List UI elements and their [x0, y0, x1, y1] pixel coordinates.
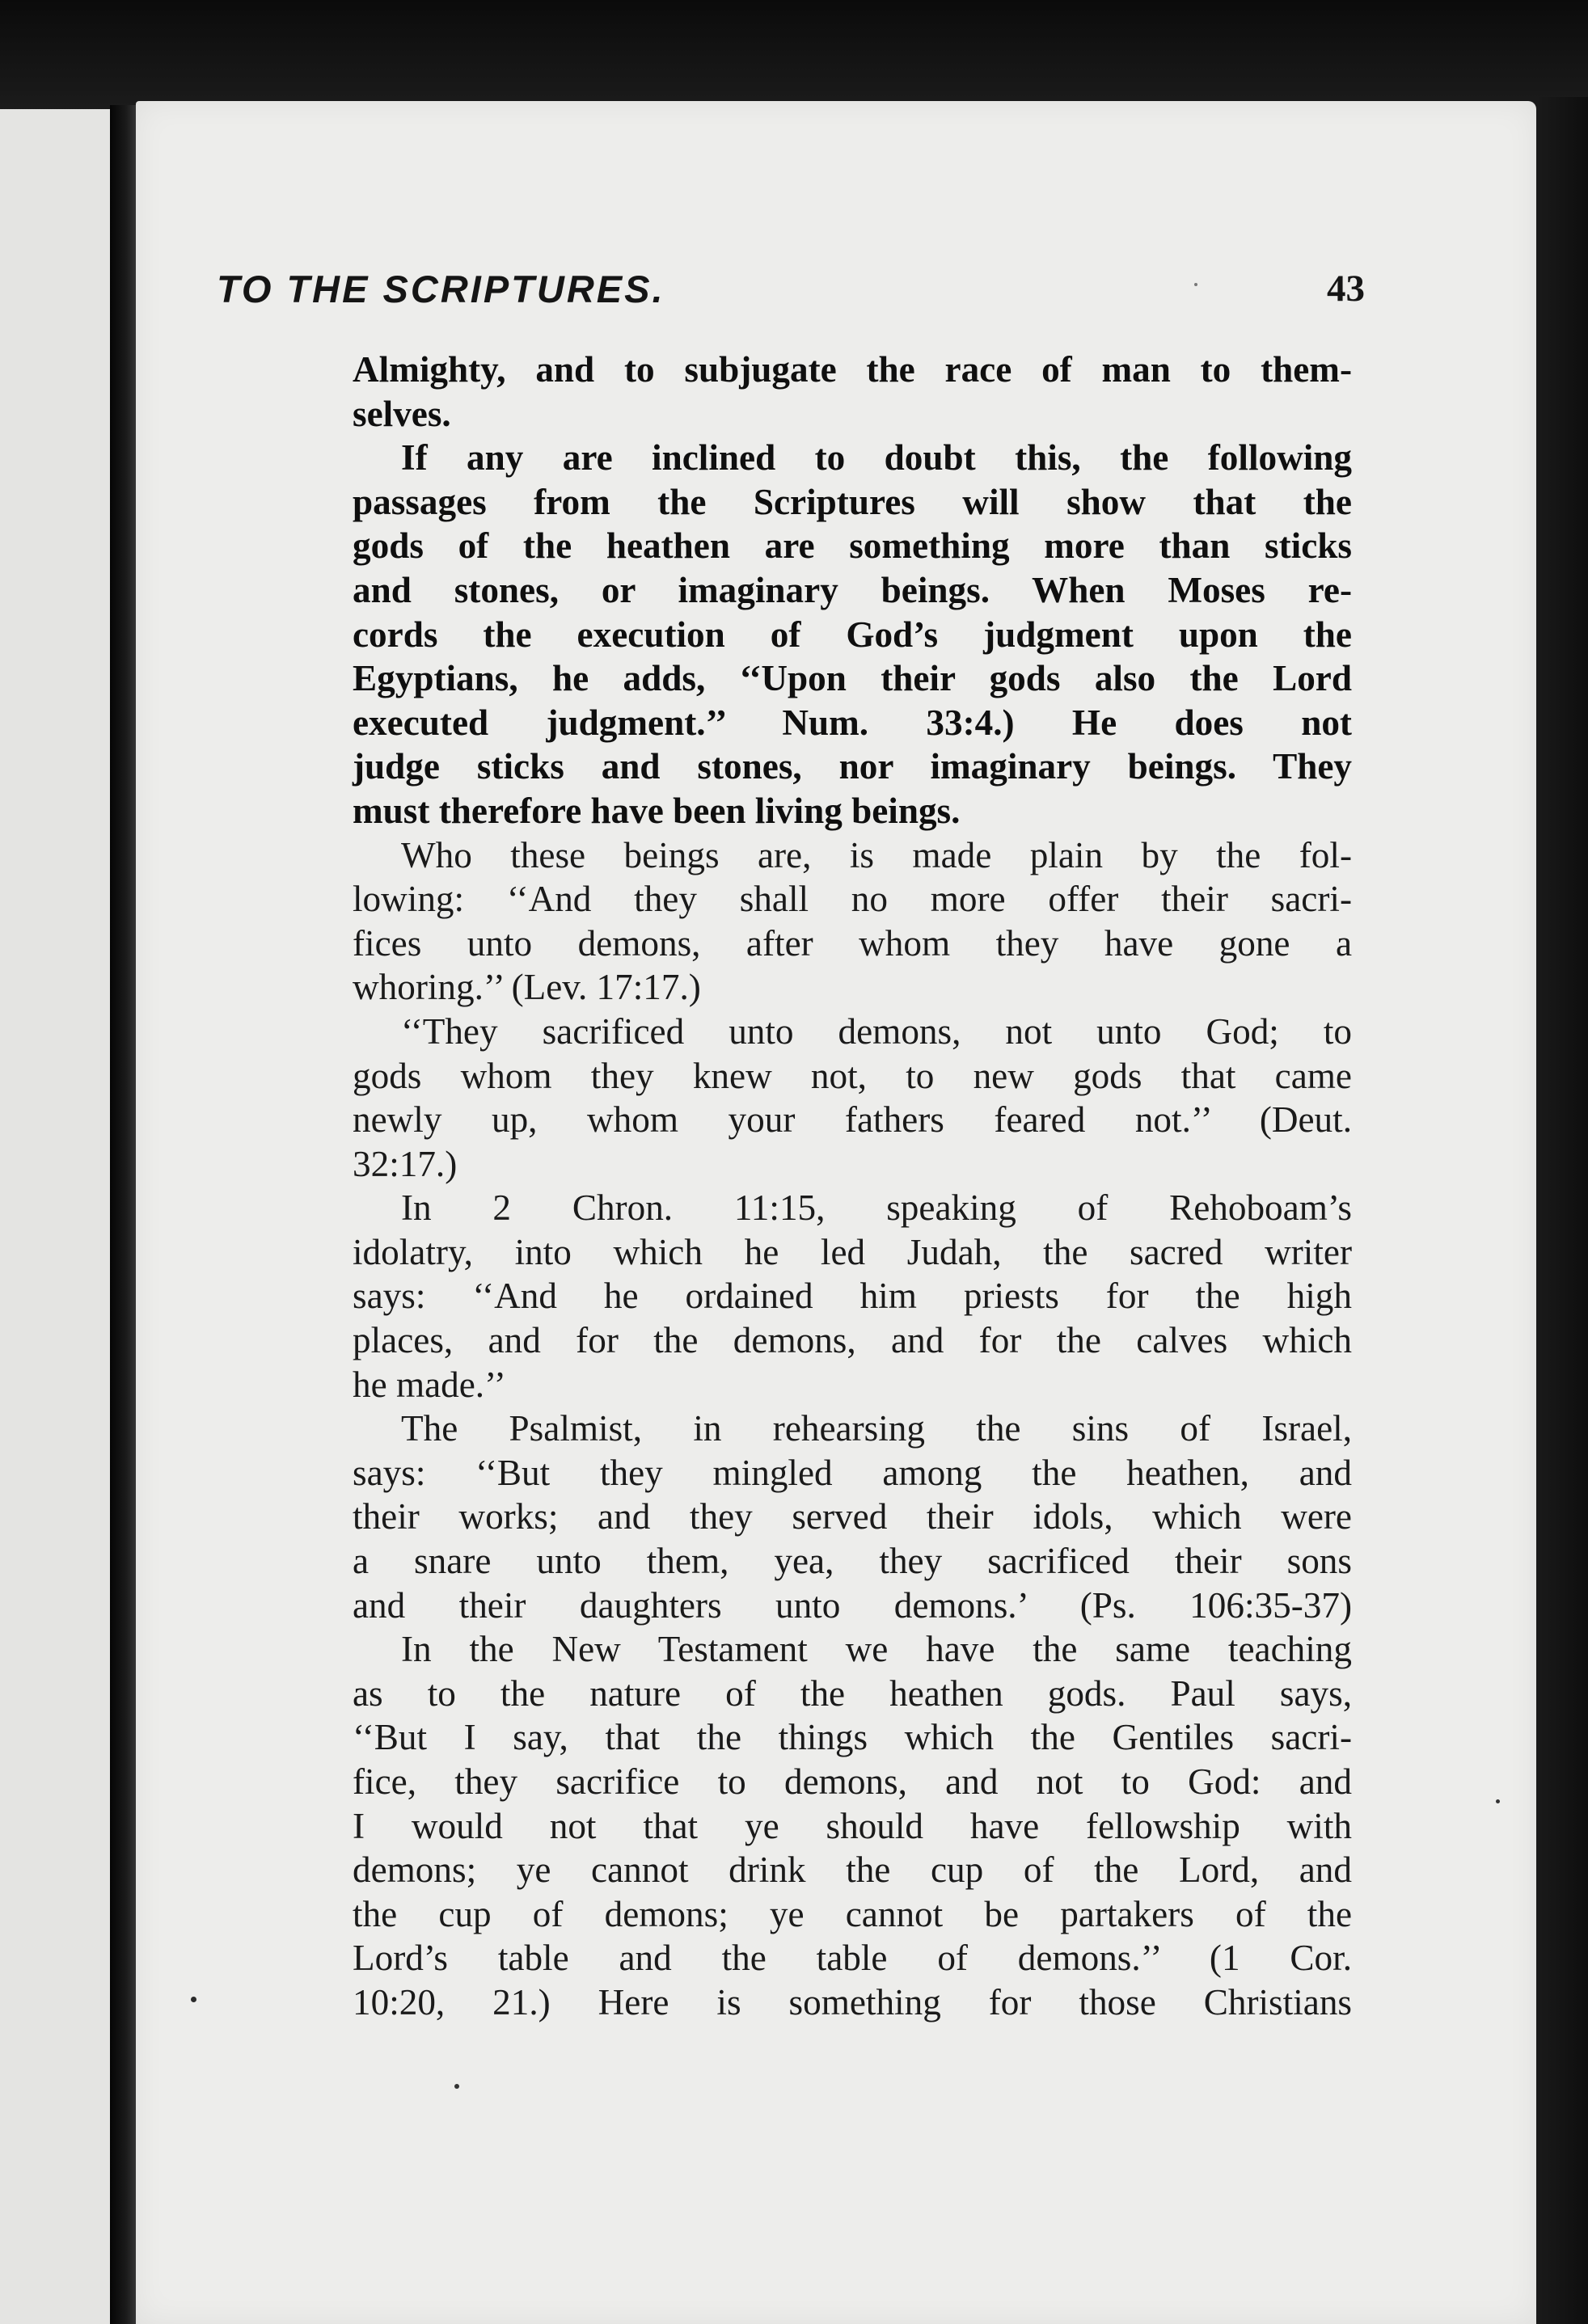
text-line: gods of the heathen are something more than sticks: [353, 525, 1352, 567]
text-line: and their daughters unto demons.’ (Ps. 106:35-37): [353, 1584, 1352, 1626]
text-line: places, and for the demons, and for the calves which: [353, 1320, 1352, 1361]
scan-speck: [454, 2084, 459, 2089]
text-line: fices unto demons, after whom they have gone a: [353, 922, 1352, 964]
scan-speck: [1194, 283, 1197, 286]
page-number: 43: [1327, 268, 1365, 310]
text-line: says: ‘‘And he ordained him priests for the high: [353, 1276, 1352, 1317]
text-line: he made.’’: [353, 1364, 506, 1405]
scan-border-top: [0, 0, 1588, 113]
text-line: 32:17.): [353, 1143, 458, 1184]
text-line: idolatry, into which he led Judah, the sacred writer: [353, 1231, 1352, 1272]
text-line: lowing: ‘‘And they shall no more offer their sacri-: [353, 879, 1352, 920]
text-line: a snare unto them, yea, they sacrificed their sons: [353, 1541, 1352, 1582]
text-line: fice, they sacrifice to demons, and not to God: and: [353, 1761, 1352, 1802]
text-line: cords the execution of God’s judgment upon the: [353, 614, 1352, 655]
body-text: [353, 348, 1352, 2025]
text-line: says: ‘‘But they mingled among the heathen, and: [353, 1452, 1352, 1493]
running-title: TO THE SCRIPTURES.: [217, 268, 665, 310]
text-line: judge sticks and stones, nor imaginary beings. They: [353, 746, 1352, 787]
text-line: In the New Testament we have the same teaching: [401, 1629, 1352, 1670]
text-line: The Psalmist, in rehearsing the sins of Israel,: [401, 1408, 1352, 1449]
text-line: ‘‘But I say, that the things which the Gentiles sacri-: [353, 1717, 1352, 1758]
text-line: their works; and they served their idols, which were: [353, 1496, 1352, 1537]
text-line: gods whom they knew not, to new gods that came: [353, 1055, 1352, 1096]
scan-border-right: [1536, 97, 1588, 2324]
text-line: Almighty, and to subjugate the race of man to them-: [353, 349, 1352, 390]
scan-speck: [191, 1997, 196, 2002]
text-line: as to the nature of the heathen gods. Paul says,: [353, 1672, 1352, 1714]
text-line: newly up, whom your fathers feared not.’’ (Deut.: [353, 1099, 1352, 1141]
text-line: Egyptians, he adds, ‘‘Upon their gods also the Lord: [353, 658, 1352, 699]
text-line: Who these beings are, is made plain by the fol-: [401, 834, 1352, 875]
text-line: and stones, or imaginary beings. When Moses re-: [353, 569, 1352, 610]
text-line: If any are inclined to doubt this, the following: [401, 437, 1352, 479]
text-line: 10:20, 21.) Here is something for those Christians: [353, 1981, 1352, 2022]
facing-page-edge: [0, 109, 112, 2324]
text-line: ‘‘They sacrificed unto demons, not unto God; to: [401, 1010, 1352, 1052]
text-line: selves.: [353, 393, 451, 434]
text-line: Lord’s table and the table of demons.’’ (1 Cor.: [353, 1938, 1352, 1979]
text-line: must therefore have been living beings.: [353, 790, 961, 831]
text-line: In 2 Chron. 11:15, speaking of Rehoboam’s: [401, 1187, 1352, 1229]
text-line: demons; ye cannot drink the cup of the Lord, and: [353, 1849, 1352, 1891]
text-line: executed judgment.’’ Num. 33:4.) He does not: [353, 702, 1352, 743]
text-line: passages from the Scriptures will show that the: [353, 481, 1352, 522]
scan-speck: [1496, 1799, 1500, 1803]
book-gutter: [110, 105, 137, 2324]
text-line: whoring.’’ (Lev. 17:17.): [353, 967, 701, 1008]
text-line: the cup of demons; ye cannot be partakers of the: [353, 1893, 1352, 1934]
text-line: I would not that ye should have fellowship with: [353, 1805, 1352, 1846]
running-head: [217, 267, 1365, 331]
